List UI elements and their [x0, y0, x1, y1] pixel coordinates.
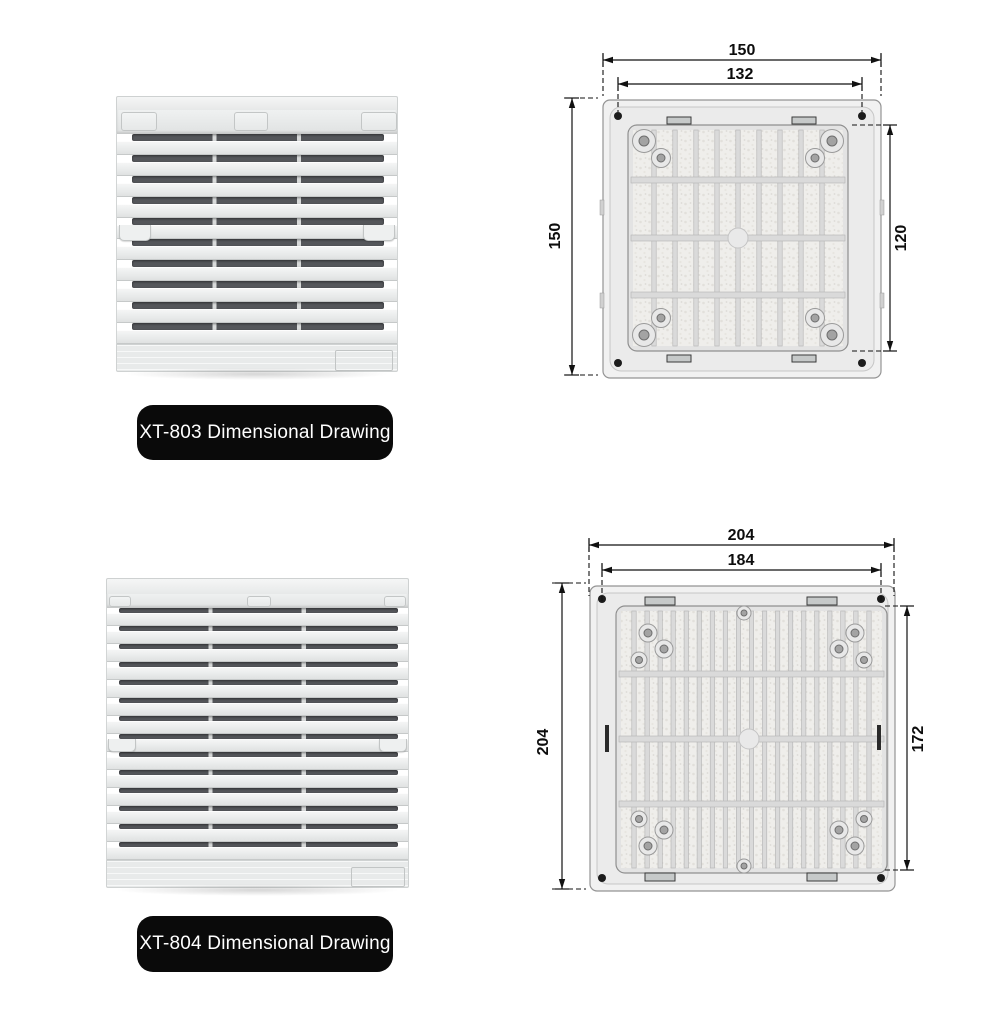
center-hub — [728, 228, 748, 248]
filter-back-view — [590, 586, 895, 891]
louver-slat — [107, 685, 408, 698]
louver-slot — [132, 260, 384, 267]
louver-slot — [132, 281, 384, 288]
louver-row — [107, 608, 408, 626]
louver-slat — [117, 225, 397, 239]
xt804-badge — [137, 916, 393, 972]
grille-mid-clip-left — [108, 739, 136, 752]
dim-label-hole-spacing: 132 — [726, 66, 754, 83]
louver-row — [107, 788, 408, 806]
louver-row — [107, 752, 408, 770]
grille-base — [116, 344, 398, 372]
louver-slat — [107, 649, 408, 662]
louver-row — [107, 824, 408, 842]
grille-clip-tab — [109, 596, 131, 607]
louver-slat — [107, 811, 408, 824]
louver-row — [107, 842, 408, 860]
grille-latch — [351, 867, 405, 887]
louver-row — [107, 680, 408, 698]
louver-slat — [117, 162, 397, 176]
dim-label-outer-height: 150 — [547, 222, 564, 250]
louver-row — [107, 734, 408, 752]
louver-row — [117, 239, 397, 260]
xt804-badge-label: XT-804 Dimensional Drawing — [139, 933, 391, 954]
louver-slat — [117, 288, 397, 302]
grille-base — [106, 860, 409, 888]
xt804-product-photo — [106, 578, 409, 888]
grille-clip-tab — [384, 596, 406, 607]
xt803-product-photo — [116, 96, 398, 372]
louver-row — [107, 662, 408, 680]
louver-slot — [132, 218, 384, 225]
louver-row — [107, 698, 408, 716]
louver-slot — [132, 323, 384, 330]
louver-slot — [132, 176, 384, 183]
grille-mid-clip-left — [119, 225, 151, 241]
filter-back-view — [600, 100, 884, 378]
louver-row — [107, 644, 408, 662]
louver-row — [107, 770, 408, 788]
louver-slat — [107, 631, 408, 644]
louver-slat — [107, 829, 408, 842]
grille-mid-clip-right — [363, 225, 395, 241]
grille-clip-row — [116, 110, 398, 134]
louver-slat — [117, 141, 397, 155]
louver-row — [117, 302, 397, 323]
louver-slat — [117, 246, 397, 260]
louver-slat — [117, 204, 397, 218]
louver-row — [107, 716, 408, 734]
louver-row — [117, 155, 397, 176]
louver-row — [117, 197, 397, 218]
xt803-badge-label: XT-803 Dimensional Drawing — [139, 421, 391, 443]
louver-slat — [107, 739, 408, 752]
louver-slot — [132, 239, 384, 246]
xt803-badge — [137, 405, 393, 460]
louver-row — [117, 260, 397, 281]
louver-slat — [107, 757, 408, 770]
xt803-dimensional-drawing — [530, 30, 940, 395]
louver-slat — [117, 309, 397, 323]
dim-label-outer-height: 204 — [535, 728, 552, 756]
louver-slat — [117, 330, 397, 344]
louver-slot — [132, 197, 384, 204]
louver-slot — [132, 155, 384, 162]
louver-slat — [117, 267, 397, 281]
louver-row — [117, 281, 397, 302]
dim-label-inner-height: 120 — [893, 224, 910, 252]
grille-top-cap — [106, 578, 409, 594]
louver-row — [117, 323, 397, 344]
louver-row — [117, 134, 397, 155]
grille-clip-tab — [234, 112, 268, 131]
grille-louvers — [116, 134, 398, 344]
dim-label-inner-height: 172 — [910, 725, 927, 753]
grille-clip-tab — [247, 596, 271, 607]
louver-slot — [132, 134, 384, 141]
dim-label-outer-width: 204 — [727, 527, 755, 544]
louver-slat — [107, 775, 408, 788]
louver-slat — [107, 793, 408, 806]
louver-row — [117, 176, 397, 197]
grille-mid-clip-right — [379, 739, 407, 752]
louver-row — [107, 626, 408, 644]
grille-clip-tab — [121, 112, 157, 131]
grille-clip-row — [106, 594, 409, 608]
grille-latch — [335, 350, 393, 371]
grille-top-cap — [116, 96, 398, 110]
xt804-dimensional-drawing — [520, 510, 940, 910]
louver-slat — [107, 721, 408, 734]
louver-row — [107, 806, 408, 824]
dim-label-outer-width: 150 — [728, 42, 756, 59]
dim-label-hole-spacing: 184 — [727, 552, 755, 569]
grille-louvers — [106, 608, 409, 860]
grille-clip-tab — [361, 112, 397, 131]
louver-slat — [107, 847, 408, 860]
louver-slat — [107, 703, 408, 716]
louver-slat — [107, 613, 408, 626]
louver-slot — [132, 302, 384, 309]
louver-row — [117, 218, 397, 239]
center-hub — [739, 729, 759, 749]
louver-slat — [117, 183, 397, 197]
louver-slat — [107, 667, 408, 680]
